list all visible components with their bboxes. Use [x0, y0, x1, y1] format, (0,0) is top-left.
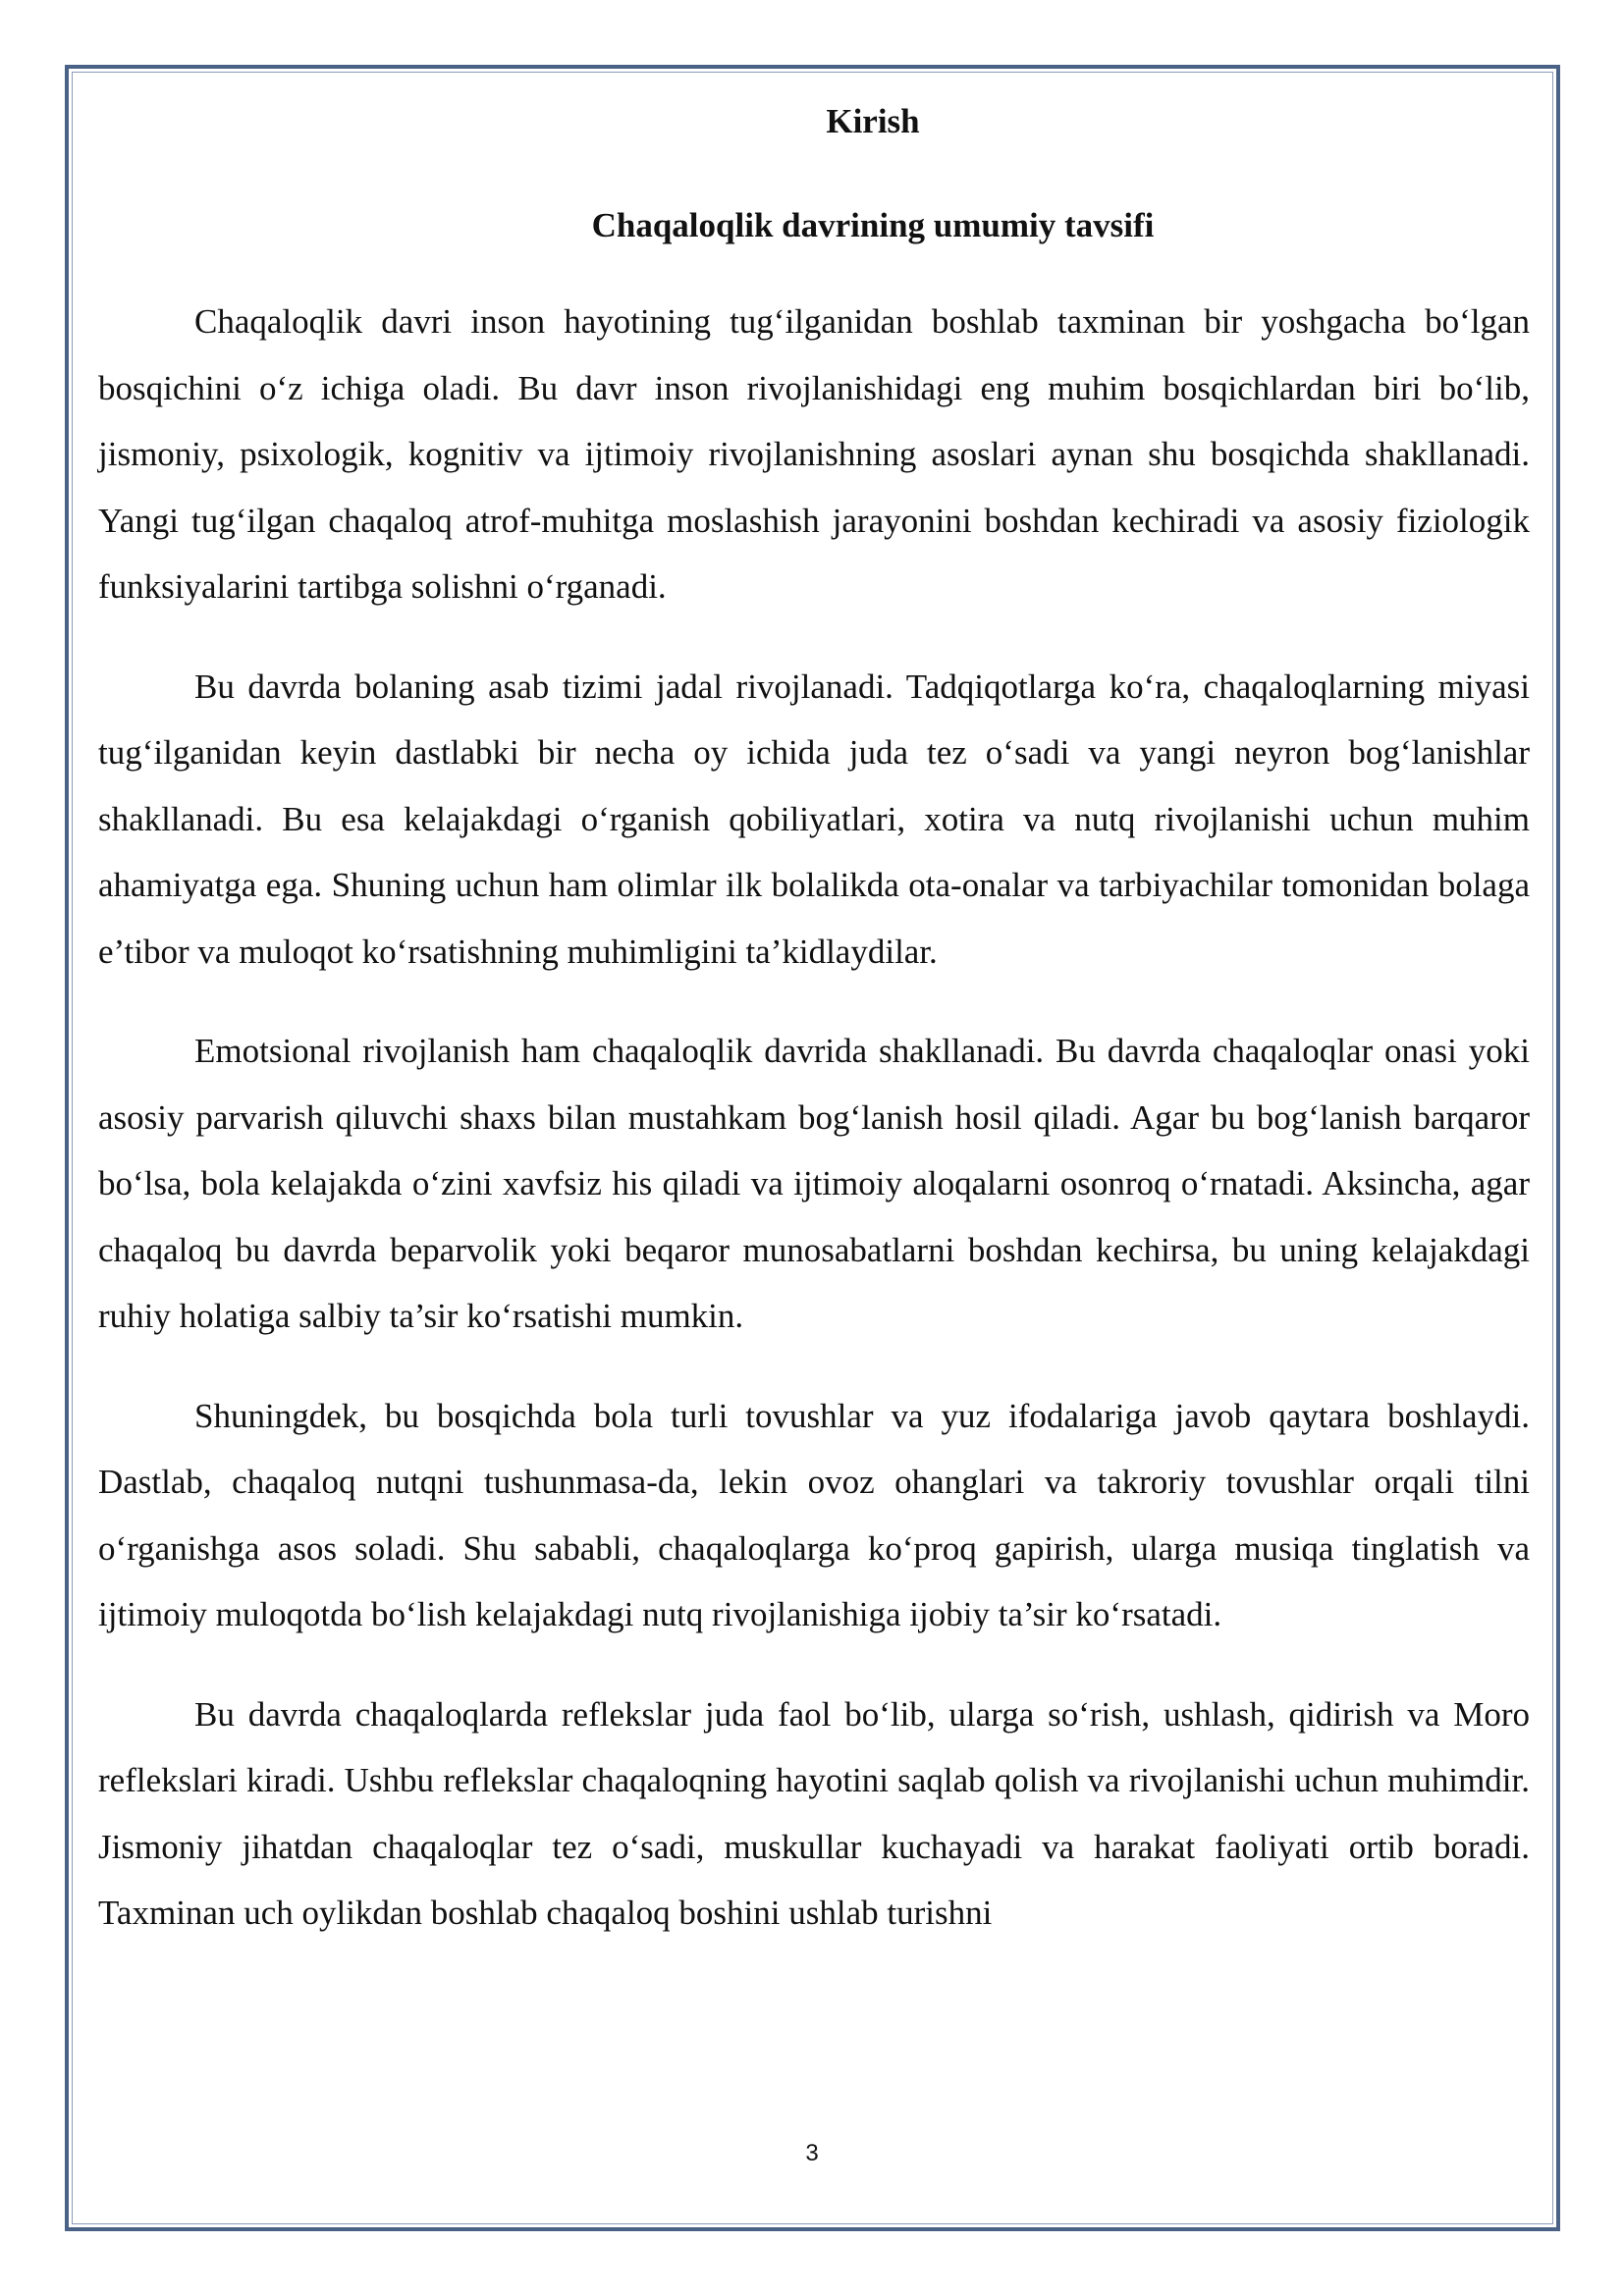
document-body — [98, 94, 1530, 1947]
page-number: 3 — [805, 2140, 819, 2166]
paragraph-2: Bu davrda bolaning asab tizimi jadal rivojlanadi. Tadqiqotlarga ko‘ra, chaqaloqlarning miyasi tug‘ilganidan keyin dastlabki bir necha oy ichida juda tez o‘sadi va yangi neyron bog‘lanishlar shakllanadi. Bu esa kelajakdagi o‘rganish qobiliyatlari, xotira va nutq rivojlanishi uchun muhim ahamiyatga ega. Shuning uchun ham olimlar ilk bolalikda ota-onalar va tarbiyachilar tomonidan bolaga e’tibor va muloqot ko‘rsatishning muhimligini ta’kidlaydilar. — [98, 667, 1530, 971]
paragraph-4: Shuningdek, bu bosqichda bola turli tovushlar va yuz ifodalariga javob qaytara boshlaydi. Dastlab, chaqaloq nutqni tushunmasa-da, lekin ovoz ohanglari va takroriy tovushlar orqali tilni o‘rganishga asos soladi. Shu sababli, chaqaloqlarga ko‘proq gapirish, ularga musiqa tinglatish va ijtimoiy muloqotda bo‘lish kelajakdagi nutq rivojlanishiga ijobiy ta’sir ko‘rsatadi. — [98, 1396, 1530, 1633]
paragraph-5: Bu davrda chaqaloqlarda reflekslar juda faol bo‘lib, ularga so‘rish, ushlash, qidirish va Moro reflekslari kiradi. Ushbu reflekslar chaqaloqning hayotini saqlab qolish va rivojlanishi uchun muhimdir. Jismoniy jihatdan chaqaloqlar tez o‘sadi, muskullar kuchayadi va harakat faoliyati ortib boradi. Taxminan uch oylikdan boshlab chaqaloq boshini ushlab turishni — [98, 1694, 1530, 1932]
page-title: Kirish — [826, 102, 920, 140]
paragraph-3: Emotsional rivojlanish ham chaqaloqlik davrida shakllanadi. Bu davrda chaqaloqlar onasi yoki asosiy parvarish qiluvchi shaxs bilan mustahkam bog‘lanish hosil qiladi. Agar bu bog‘lanish barqaror bo‘lsa, bola kelajakda o‘zini xavfsiz his qiladi va ijtimoiy aloqalarni osonroq o‘rnatadi. Aksincha, agar chaqaloq bu davrda beparvolik yoki beqaror munosabatlarni boshdan kechirsa, bu uning kelajakdagi ruhiy holatiga salbiy ta’sir ko‘rsatishi mumkin. — [98, 1032, 1530, 1335]
section-heading: Chaqaloqlik davrining umumiy tavsifi — [591, 206, 1155, 244]
paragraph-1: Chaqaloqlik davri inson hayotining tug‘ilganidan boshlab taxminan bir yoshgacha bo‘lgan bosqichini o‘z ichiga oladi. Bu davr inson rivojlanishidagi eng muhim bosqichlardan biri bo‘lib, jismoniy, psixologik, kognitiv va ijtimoiy rivojlanishning asoslari aynan shu bosqichda shakllanadi. Yangi tug‘ilgan chaqaloq atrof-muhitga moslashish jarayonini boshdan kechiradi va asosiy fiziologik funksiyalarini tartibga solishni o‘rganadi. — [98, 302, 1530, 606]
